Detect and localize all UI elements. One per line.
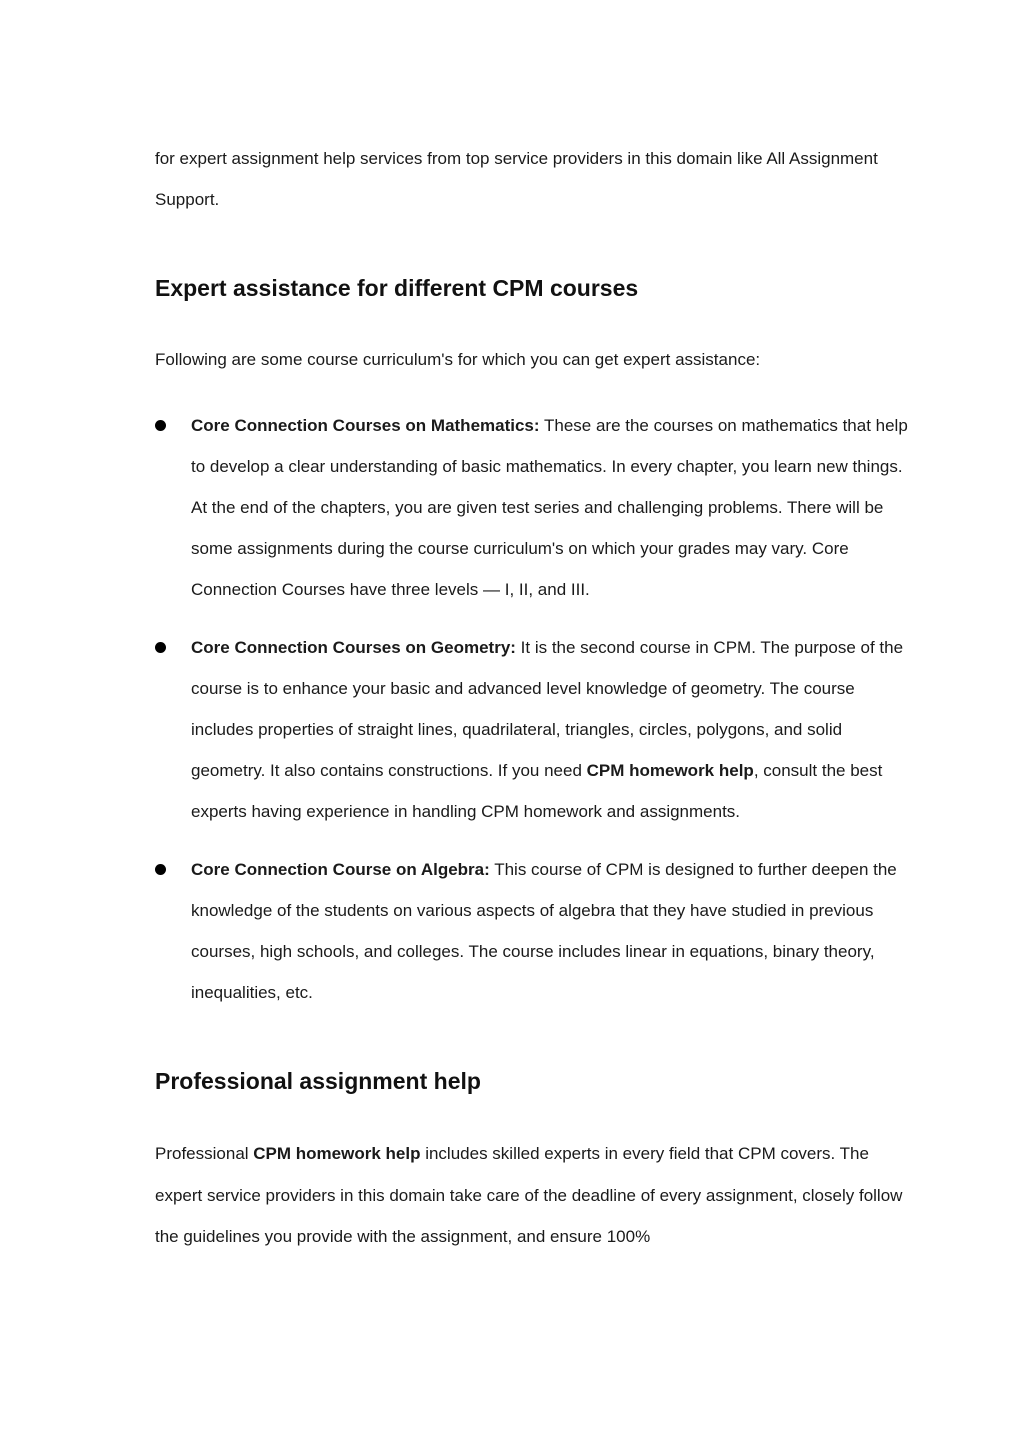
section-heading-expert-assistance: Expert assistance for different CPM courses — [155, 275, 639, 302]
intro-paragraph: for expert assignment help services from top service providers in this domain like All Assignment Support. — [155, 149, 878, 210]
cpm-homework-help-emphasis: CPM homework help — [586, 761, 754, 781]
course-title-algebra: Core Connection Course on Algebra: — [191, 859, 490, 879]
document-page — [155, 138, 915, 1257]
course-text-geometry: It is the second course in CPM. The purpose of the course is to enhance your basic and advanced level knowledge of geometry. The course includes properties of straight lines, quadrilateral, triangles, circles, polygons, and solid geometry. It also contains constructions. If you need — [191, 637, 904, 781]
professional-text-start: Professional — [155, 1144, 254, 1164]
course-text-mathematics: These are the courses on mathematics that help to develop a clear understanding of basic mathematics. In every chapter, you learn new things. At the end of the chapters, you are given test series and challenging problems. There will be some assignments during the course curriculum's on which your grades may vary. Core Connection Courses have three levels — I, II, and III. — [191, 415, 908, 600]
list-item-mathematics — [155, 405, 915, 611]
cpm-homework-help-emphasis: CPM homework help — [253, 1144, 421, 1164]
list-item-algebra — [155, 849, 915, 1014]
bullet-icon — [155, 420, 166, 431]
course-title-geometry: Core Connection Courses on Geometry: — [191, 637, 516, 657]
course-text-geometry-end: , consult the best experts having experience in handling CPM homework and assignments. — [191, 761, 883, 822]
bullet-icon — [155, 864, 166, 875]
professional-text-end: includes skilled experts in every field that CPM covers. The expert service providers in this domain take care of the deadline of every assignment, closely follow the guidelines you provide with the assignment, and ensure 100% — [155, 1144, 903, 1246]
course-text-algebra: This course of CPM is designed to further deepen the knowledge of the students on various aspects of algebra that they have studied in previous courses, high schools, and colleges. The course includes linear in equations, binary theory, inequalities, etc. — [191, 859, 897, 1003]
section-lead-paragraph: Following are some course curriculum's for which you can get expert assistance: — [155, 350, 761, 370]
professional-paragraph — [155, 1133, 915, 1257]
list-item-geometry — [155, 627, 915, 833]
section-heading-professional-help: Professional assignment help — [155, 1068, 481, 1095]
course-list — [155, 405, 915, 1014]
course-title-mathematics: Core Connection Courses on Mathematics: — [191, 415, 540, 435]
bullet-icon — [155, 642, 166, 653]
